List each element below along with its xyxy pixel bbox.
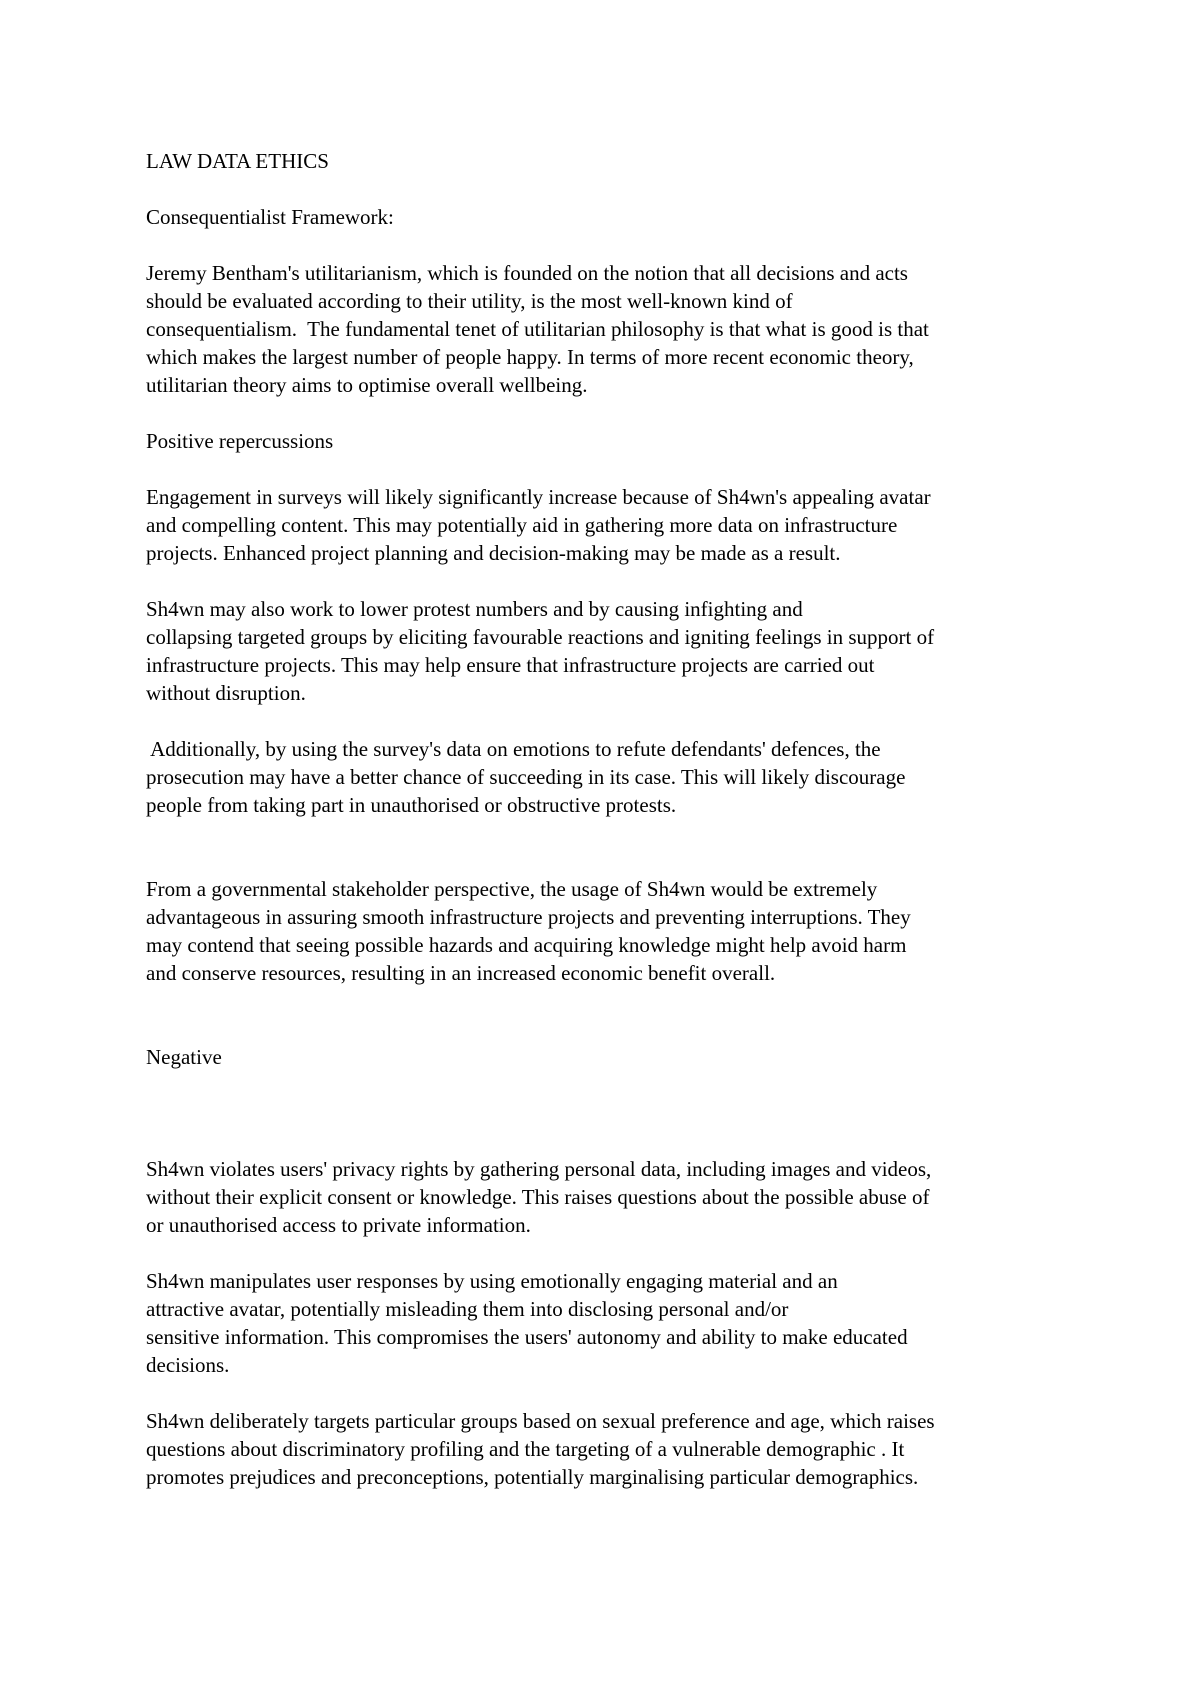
text-line: Sh4wn deliberately targets particular groups based on sexual preference and age, which raises [146,1409,935,1433]
text-line: should be evaluated according to their utility, is the most well-known kind of [146,289,793,313]
text-line: people from taking part in unauthorised or obstructive protests. [146,793,677,817]
text-line: projects. Enhanced project planning and decision-making may be made as a result. [146,541,841,565]
section-heading-positive: Positive repercussions [146,429,334,453]
text-line: questions about discriminatory profiling and the targeting of a vulnerable demographic . It [146,1437,905,1461]
text-line: promotes prejudices and preconceptions, potentially marginalising particular demographics. [146,1465,919,1489]
text-line: Sh4wn manipulates user responses by using emotionally engaging material and an [146,1269,838,1293]
text-line: and conserve resources, resulting in an increased economic benefit overall. [146,961,776,985]
text-line: or unauthorised access to private information. [146,1213,531,1237]
text-line: utilitarian theory aims to optimise overall wellbeing. [146,373,588,397]
text-line: attractive avatar, potentially misleading them into disclosing personal and/or [146,1297,789,1321]
text-line: Sh4wn may also work to lower protest numbers and by causing infighting and [146,597,803,621]
text-line: Jeremy Bentham's utilitarianism, which is founded on the notion that all decisions and acts [146,261,908,285]
text-line: collapsing targeted groups by eliciting favourable reactions and igniting feelings in support of [146,625,935,649]
section-heading-negative: Negative [146,1045,222,1069]
section-heading-framework: Consequentialist Framework: [146,205,394,229]
text-line: Additionally, by using the survey's data on emotions to refute defendants' defences, the [146,737,881,761]
text-line: consequentialism. The fundamental tenet of utilitarian philosophy is that what is good is that [146,317,929,341]
text-line: Sh4wn violates users' privacy rights by gathering personal data, including images and videos, [146,1157,932,1181]
text-line: without disruption. [146,681,306,705]
text-line: may contend that seeing possible hazards and acquiring knowledge might help avoid harm [146,933,907,957]
text-line: Engagement in surveys will likely significantly increase because of Sh4wn's appealing avatar [146,485,931,509]
text-line: prosecution may have a better chance of succeeding in its case. This will likely discourage [146,765,906,789]
document-title: LAW DATA ETHICS [146,149,329,173]
text-line: decisions. [146,1353,230,1377]
text-line: From a governmental stakeholder perspective, the usage of Sh4wn would be extremely [146,877,878,901]
text-line: sensitive information. This compromises the users' autonomy and ability to make educated [146,1325,908,1349]
text-line: which makes the largest number of people happy. In terms of more recent economic theory, [146,345,914,369]
text-line: and compelling content. This may potentially aid in gathering more data on infrastructure [146,513,898,537]
text-line: without their explicit consent or knowledge. This raises questions about the possible abuse of [146,1185,930,1209]
text-line: advantageous in assuring smooth infrastructure projects and preventing interruptions. They [146,905,911,929]
text-line: infrastructure projects. This may help ensure that infrastructure projects are carried out [146,653,875,677]
